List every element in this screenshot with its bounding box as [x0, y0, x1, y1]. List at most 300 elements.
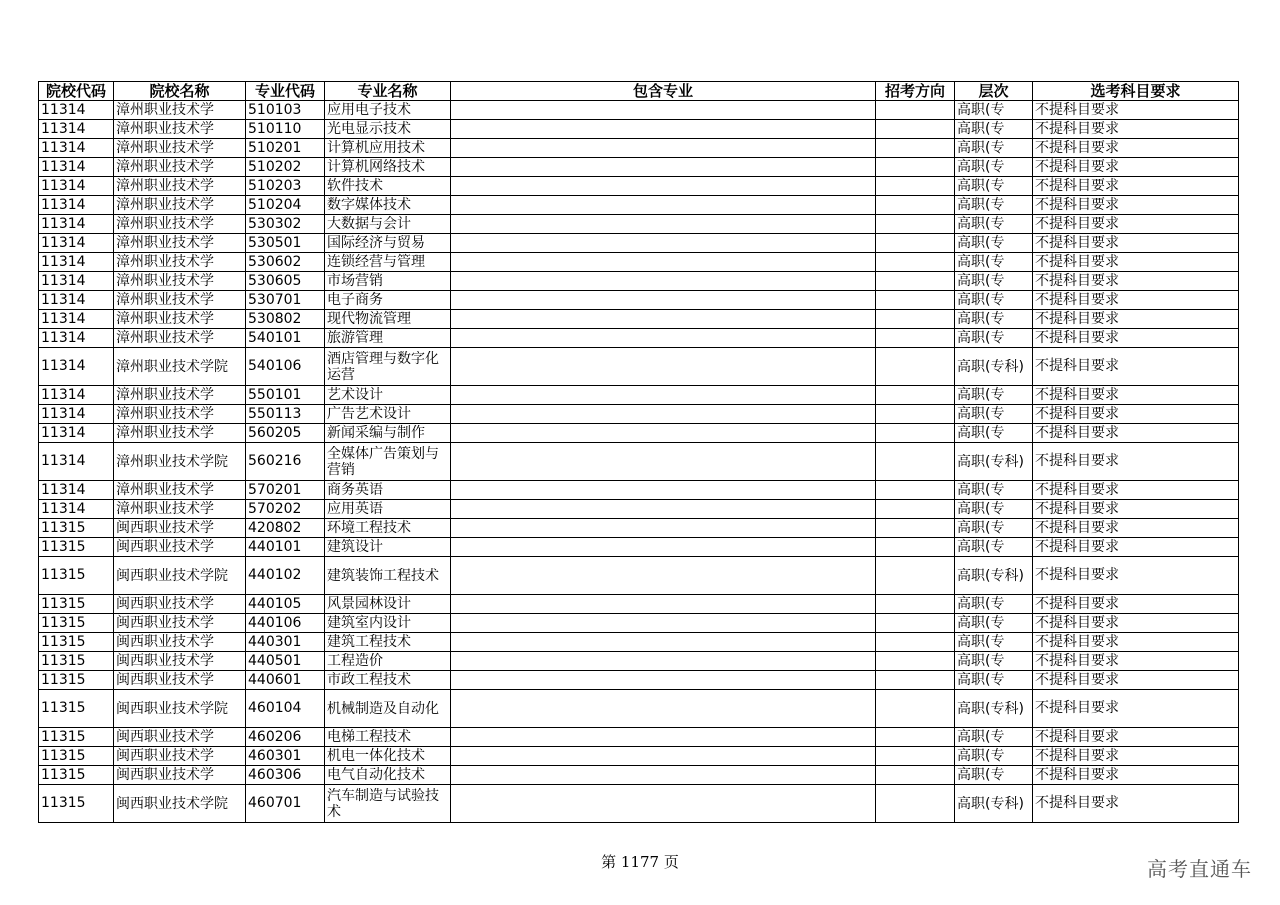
major-code-cell: 440105	[246, 595, 325, 614]
direction-cell	[876, 348, 955, 386]
requirement-cell: 不提科目要求	[1033, 481, 1239, 500]
included-majors-cell	[451, 481, 876, 500]
direction-cell	[876, 196, 955, 215]
major-code-cell: 510103	[246, 101, 325, 120]
header-school-code: 院校代码	[39, 82, 114, 101]
school-code-cell: 11314	[39, 500, 114, 519]
level-cell: 高职(专	[955, 500, 1033, 519]
major-code-cell: 510204	[246, 196, 325, 215]
school-name-cell: 漳州职业技术学	[114, 405, 246, 424]
major-name-cell: 计算机应用技术	[325, 139, 451, 158]
direction-cell	[876, 386, 955, 405]
direction-cell	[876, 329, 955, 348]
included-majors-cell	[451, 766, 876, 785]
table-row	[39, 785, 1239, 823]
level-cell: 高职(专	[955, 424, 1033, 443]
major-code-cell: 530302	[246, 215, 325, 234]
direction-cell	[876, 728, 955, 747]
included-majors-cell	[451, 101, 876, 120]
major-name-cell-text: 酒店管理与数字化运营	[327, 350, 439, 383]
major-name-cell: 商务英语	[325, 481, 451, 500]
major-code-cell: 460206	[246, 728, 325, 747]
table-row	[39, 253, 1239, 272]
school-name-cell: 闽西职业技术学	[114, 595, 246, 614]
level-cell: 高职(专	[955, 747, 1033, 766]
direction-cell	[876, 652, 955, 671]
included-majors-cell	[451, 158, 876, 177]
page-number: 第 1177 页	[601, 853, 679, 871]
level-cell: 高职(专	[955, 291, 1033, 310]
school-name-cell: 漳州职业技术学	[114, 481, 246, 500]
level-cell	[955, 348, 1033, 386]
requirement-cell: 不提科目要求	[1033, 348, 1239, 386]
table-row	[39, 671, 1239, 690]
direction-cell	[876, 405, 955, 424]
level-cell-text: 高职(专科)	[957, 795, 1024, 812]
level-cell: 高职(专	[955, 614, 1033, 633]
major-code-cell: 460306	[246, 766, 325, 785]
direction-cell	[876, 424, 955, 443]
direction-cell	[876, 443, 955, 481]
direction-cell	[876, 557, 955, 595]
school-name-cell: 漳州职业技术学	[114, 253, 246, 272]
major-name-cell	[325, 348, 451, 386]
direction-cell	[876, 177, 955, 196]
major-code-cell: 440102	[246, 557, 325, 595]
major-name-cell: 机电一体化技术	[325, 747, 451, 766]
included-majors-cell	[451, 253, 876, 272]
school-code-cell: 11315	[39, 557, 114, 595]
included-majors-cell	[451, 595, 876, 614]
requirement-cell: 不提科目要求	[1033, 196, 1239, 215]
major-name-cell: 软件技术	[325, 177, 451, 196]
major-name-cell	[325, 785, 451, 823]
level-cell: 高职(专	[955, 652, 1033, 671]
direction-cell	[876, 500, 955, 519]
requirement-cell: 不提科目要求	[1033, 405, 1239, 424]
table-row	[39, 633, 1239, 652]
table-row	[39, 481, 1239, 500]
included-majors-cell	[451, 310, 876, 329]
level-cell: 高职(专	[955, 139, 1033, 158]
school-name-cell: 漳州职业技术学	[114, 177, 246, 196]
requirement-cell: 不提科目要求	[1033, 785, 1239, 823]
school-name-cell-text: 漳州职业技术学院	[116, 358, 228, 375]
header-direction: 招考方向	[876, 82, 955, 101]
major-name-cell-text: 全媒体广告策划与营销	[327, 445, 439, 478]
level-cell-text: 高职(专科)	[957, 700, 1024, 717]
major-name-cell: 工程造价	[325, 652, 451, 671]
included-majors-cell	[451, 671, 876, 690]
header-level: 层次	[955, 82, 1033, 101]
admission-table	[38, 81, 1239, 823]
level-cell: 高职(专	[955, 272, 1033, 291]
school-name-cell: 漳州职业技术学	[114, 329, 246, 348]
included-majors-cell	[451, 405, 876, 424]
major-name-cell-text: 建筑装饰工程技术	[327, 567, 439, 584]
included-majors-cell	[451, 728, 876, 747]
school-name-cell-text: 闽西职业技术学院	[116, 795, 228, 812]
direction-cell	[876, 310, 955, 329]
direction-cell	[876, 481, 955, 500]
level-cell: 高职(专	[955, 633, 1033, 652]
table-row	[39, 329, 1239, 348]
major-code-cell: 510110	[246, 120, 325, 139]
included-majors-cell	[451, 747, 876, 766]
school-code-cell: 11314	[39, 253, 114, 272]
included-majors-cell	[451, 215, 876, 234]
level-cell: 高职(专	[955, 595, 1033, 614]
school-code-cell: 11314	[39, 196, 114, 215]
watermark-logo: 高考直通车	[1147, 857, 1252, 881]
school-name-cell	[114, 443, 246, 481]
table-row	[39, 120, 1239, 139]
major-name-cell: 电气自动化技术	[325, 766, 451, 785]
level-cell: 高职(专	[955, 177, 1033, 196]
direction-cell	[876, 234, 955, 253]
level-cell: 高职(专	[955, 481, 1033, 500]
requirement-cell: 不提科目要求	[1033, 101, 1239, 120]
major-name-cell: 市政工程技术	[325, 671, 451, 690]
requirement-cell: 不提科目要求	[1033, 728, 1239, 747]
major-code-cell: 440106	[246, 614, 325, 633]
school-code-cell: 11315	[39, 652, 114, 671]
major-name-cell: 数字媒体技术	[325, 196, 451, 215]
major-code-cell: 440101	[246, 538, 325, 557]
school-code-cell: 11314	[39, 348, 114, 386]
major-code-cell: 530802	[246, 310, 325, 329]
header-requirement: 选考科目要求	[1033, 82, 1239, 101]
level-cell: 高职(专	[955, 538, 1033, 557]
major-name-cell: 建筑设计	[325, 538, 451, 557]
included-majors-cell	[451, 652, 876, 671]
direction-cell	[876, 633, 955, 652]
table-row	[39, 443, 1239, 481]
school-code-cell: 11314	[39, 139, 114, 158]
table-row	[39, 690, 1239, 728]
school-name-cell: 漳州职业技术学	[114, 196, 246, 215]
level-cell	[955, 690, 1033, 728]
requirement-cell: 不提科目要求	[1033, 215, 1239, 234]
school-name-cell: 闽西职业技术学	[114, 766, 246, 785]
school-name-cell-text: 闽西职业技术学院	[116, 700, 228, 717]
table-row	[39, 196, 1239, 215]
requirement-cell: 不提科目要求	[1033, 139, 1239, 158]
table-row	[39, 614, 1239, 633]
major-name-cell: 旅游管理	[325, 329, 451, 348]
major-code-cell: 570202	[246, 500, 325, 519]
school-code-cell: 11315	[39, 690, 114, 728]
major-name-cell: 建筑工程技术	[325, 633, 451, 652]
school-code-cell: 11314	[39, 424, 114, 443]
table-row	[39, 272, 1239, 291]
school-name-cell: 漳州职业技术学	[114, 310, 246, 329]
school-name-cell	[114, 348, 246, 386]
level-cell	[955, 557, 1033, 595]
school-code-cell: 11314	[39, 215, 114, 234]
included-majors-cell	[451, 329, 876, 348]
level-cell: 高职(专	[955, 120, 1033, 139]
major-code-cell: 540101	[246, 329, 325, 348]
school-code-cell: 11314	[39, 120, 114, 139]
level-cell: 高职(专	[955, 101, 1033, 120]
major-code-cell: 530602	[246, 253, 325, 272]
included-majors-cell	[451, 139, 876, 158]
table-row	[39, 519, 1239, 538]
included-majors-cell	[451, 557, 876, 595]
table-row	[39, 595, 1239, 614]
major-name-cell: 应用英语	[325, 500, 451, 519]
major-code-cell: 560216	[246, 443, 325, 481]
school-name-cell: 漳州职业技术学	[114, 101, 246, 120]
school-code-cell: 11314	[39, 272, 114, 291]
major-name-cell: 新闻采编与制作	[325, 424, 451, 443]
table-row	[39, 405, 1239, 424]
table-row	[39, 101, 1239, 120]
table-row	[39, 766, 1239, 785]
school-code-cell: 11315	[39, 633, 114, 652]
included-majors-cell	[451, 272, 876, 291]
school-name-cell	[114, 557, 246, 595]
major-code-cell: 560205	[246, 424, 325, 443]
major-code-cell: 440301	[246, 633, 325, 652]
level-cell: 高职(专	[955, 728, 1033, 747]
major-code-cell: 420802	[246, 519, 325, 538]
requirement-cell: 不提科目要求	[1033, 272, 1239, 291]
table-row	[39, 424, 1239, 443]
included-majors-cell	[451, 424, 876, 443]
included-majors-cell	[451, 120, 876, 139]
school-name-cell: 漳州职业技术学	[114, 234, 246, 253]
major-name-cell: 国际经济与贸易	[325, 234, 451, 253]
requirement-cell: 不提科目要求	[1033, 253, 1239, 272]
direction-cell	[876, 158, 955, 177]
major-name-cell-text: 汽车制造与试验技术	[327, 787, 439, 820]
school-code-cell: 11315	[39, 766, 114, 785]
direction-cell	[876, 101, 955, 120]
major-name-cell: 计算机网络技术	[325, 158, 451, 177]
included-majors-cell	[451, 690, 876, 728]
school-name-cell: 漳州职业技术学	[114, 139, 246, 158]
table-row	[39, 652, 1239, 671]
direction-cell	[876, 747, 955, 766]
school-name-cell: 闽西职业技术学	[114, 519, 246, 538]
direction-cell	[876, 538, 955, 557]
level-cell: 高职(专	[955, 519, 1033, 538]
school-code-cell: 11314	[39, 310, 114, 329]
included-majors-cell	[451, 633, 876, 652]
table-row	[39, 158, 1239, 177]
major-name-cell: 市场营销	[325, 272, 451, 291]
requirement-cell: 不提科目要求	[1033, 158, 1239, 177]
table-row	[39, 500, 1239, 519]
school-name-cell-text: 闽西职业技术学院	[116, 567, 228, 584]
school-code-cell: 11314	[39, 177, 114, 196]
requirement-cell: 不提科目要求	[1033, 424, 1239, 443]
major-code-cell: 510202	[246, 158, 325, 177]
included-majors-cell	[451, 348, 876, 386]
direction-cell	[876, 291, 955, 310]
level-cell: 高职(专	[955, 405, 1033, 424]
direction-cell	[876, 595, 955, 614]
direction-cell	[876, 215, 955, 234]
direction-cell	[876, 120, 955, 139]
school-code-cell: 11315	[39, 728, 114, 747]
included-majors-cell	[451, 234, 876, 253]
header-school-name: 院校名称	[114, 82, 246, 101]
included-majors-cell	[451, 443, 876, 481]
major-name-cell: 环境工程技术	[325, 519, 451, 538]
school-name-cell: 漳州职业技术学	[114, 215, 246, 234]
included-majors-cell	[451, 196, 876, 215]
school-name-cell: 闽西职业技术学	[114, 652, 246, 671]
requirement-cell: 不提科目要求	[1033, 177, 1239, 196]
major-name-cell	[325, 443, 451, 481]
table-row	[39, 139, 1239, 158]
header-major-name: 专业名称	[325, 82, 451, 101]
school-code-cell: 11315	[39, 747, 114, 766]
requirement-cell: 不提科目要求	[1033, 766, 1239, 785]
level-cell	[955, 785, 1033, 823]
school-code-cell: 11314	[39, 329, 114, 348]
requirement-cell: 不提科目要求	[1033, 386, 1239, 405]
major-name-cell: 电梯工程技术	[325, 728, 451, 747]
school-name-cell: 闽西职业技术学	[114, 538, 246, 557]
requirement-cell: 不提科目要求	[1033, 614, 1239, 633]
school-code-cell: 11315	[39, 519, 114, 538]
direction-cell	[876, 785, 955, 823]
requirement-cell: 不提科目要求	[1033, 538, 1239, 557]
direction-cell	[876, 253, 955, 272]
major-name-cell: 建筑室内设计	[325, 614, 451, 633]
requirement-cell: 不提科目要求	[1033, 747, 1239, 766]
major-code-cell: 530605	[246, 272, 325, 291]
level-cell: 高职(专	[955, 158, 1033, 177]
major-code-cell: 460701	[246, 785, 325, 823]
requirement-cell: 不提科目要求	[1033, 633, 1239, 652]
level-cell: 高职(专	[955, 329, 1033, 348]
major-name-cell: 现代物流管理	[325, 310, 451, 329]
direction-cell	[876, 766, 955, 785]
school-code-cell: 11314	[39, 291, 114, 310]
level-cell: 高职(专	[955, 671, 1033, 690]
included-majors-cell	[451, 614, 876, 633]
direction-cell	[876, 272, 955, 291]
major-name-cell: 大数据与会计	[325, 215, 451, 234]
level-cell-text: 高职(专科)	[957, 453, 1024, 470]
school-code-cell: 11314	[39, 386, 114, 405]
table-row	[39, 215, 1239, 234]
included-majors-cell	[451, 386, 876, 405]
school-name-cell: 漳州职业技术学	[114, 386, 246, 405]
school-code-cell: 11315	[39, 595, 114, 614]
school-name-cell: 漳州职业技术学	[114, 120, 246, 139]
header-row	[39, 82, 1239, 101]
major-name-cell-text: 机械制造及自动化	[327, 700, 439, 717]
table-row	[39, 177, 1239, 196]
table-row	[39, 728, 1239, 747]
school-code-cell: 11315	[39, 538, 114, 557]
table-row	[39, 291, 1239, 310]
requirement-cell: 不提科目要求	[1033, 690, 1239, 728]
school-name-cell: 闽西职业技术学	[114, 633, 246, 652]
major-code-cell: 550113	[246, 405, 325, 424]
level-cell: 高职(专	[955, 253, 1033, 272]
table-row	[39, 386, 1239, 405]
included-majors-cell	[451, 500, 876, 519]
requirement-cell: 不提科目要求	[1033, 443, 1239, 481]
school-name-cell: 闽西职业技术学	[114, 747, 246, 766]
major-name-cell: 应用电子技术	[325, 101, 451, 120]
major-name-cell: 风景园林设计	[325, 595, 451, 614]
major-code-cell: 540106	[246, 348, 325, 386]
requirement-cell: 不提科目要求	[1033, 519, 1239, 538]
requirement-cell: 不提科目要求	[1033, 291, 1239, 310]
direction-cell	[876, 139, 955, 158]
major-code-cell: 440501	[246, 652, 325, 671]
school-name-cell-text: 漳州职业技术学院	[116, 453, 228, 470]
school-name-cell: 漳州职业技术学	[114, 272, 246, 291]
school-code-cell: 11315	[39, 785, 114, 823]
major-name-cell	[325, 557, 451, 595]
level-cell: 高职(专	[955, 386, 1033, 405]
school-code-cell: 11314	[39, 481, 114, 500]
requirement-cell: 不提科目要求	[1033, 595, 1239, 614]
school-name-cell: 闽西职业技术学	[114, 614, 246, 633]
major-code-cell: 460104	[246, 690, 325, 728]
level-cell: 高职(专	[955, 310, 1033, 329]
requirement-cell: 不提科目要求	[1033, 234, 1239, 253]
school-name-cell: 闽西职业技术学	[114, 728, 246, 747]
school-name-cell: 闽西职业技术学	[114, 671, 246, 690]
level-cell: 高职(专	[955, 766, 1033, 785]
table-row	[39, 538, 1239, 557]
level-cell: 高职(专	[955, 234, 1033, 253]
level-cell-text: 高职(专科)	[957, 567, 1024, 584]
table-row	[39, 747, 1239, 766]
included-majors-cell	[451, 519, 876, 538]
requirement-cell: 不提科目要求	[1033, 671, 1239, 690]
major-code-cell: 510201	[246, 139, 325, 158]
requirement-cell: 不提科目要求	[1033, 557, 1239, 595]
major-code-cell: 550101	[246, 386, 325, 405]
school-code-cell: 11315	[39, 671, 114, 690]
major-code-cell: 460301	[246, 747, 325, 766]
school-name-cell: 漳州职业技术学	[114, 424, 246, 443]
included-majors-cell	[451, 538, 876, 557]
school-name-cell: 漳州职业技术学	[114, 291, 246, 310]
direction-cell	[876, 690, 955, 728]
school-code-cell: 11315	[39, 614, 114, 633]
school-code-cell: 11314	[39, 101, 114, 120]
table-row	[39, 310, 1239, 329]
school-name-cell: 漳州职业技术学	[114, 158, 246, 177]
level-cell	[955, 443, 1033, 481]
school-name-cell: 漳州职业技术学	[114, 500, 246, 519]
school-code-cell: 11314	[39, 158, 114, 177]
direction-cell	[876, 614, 955, 633]
major-name-cell: 电子商务	[325, 291, 451, 310]
requirement-cell: 不提科目要求	[1033, 652, 1239, 671]
level-cell: 高职(专	[955, 196, 1033, 215]
school-code-cell: 11314	[39, 234, 114, 253]
direction-cell	[876, 671, 955, 690]
major-name-cell: 连锁经营与管理	[325, 253, 451, 272]
included-majors-cell	[451, 177, 876, 196]
major-code-cell: 510203	[246, 177, 325, 196]
requirement-cell: 不提科目要求	[1033, 120, 1239, 139]
included-majors-cell	[451, 291, 876, 310]
